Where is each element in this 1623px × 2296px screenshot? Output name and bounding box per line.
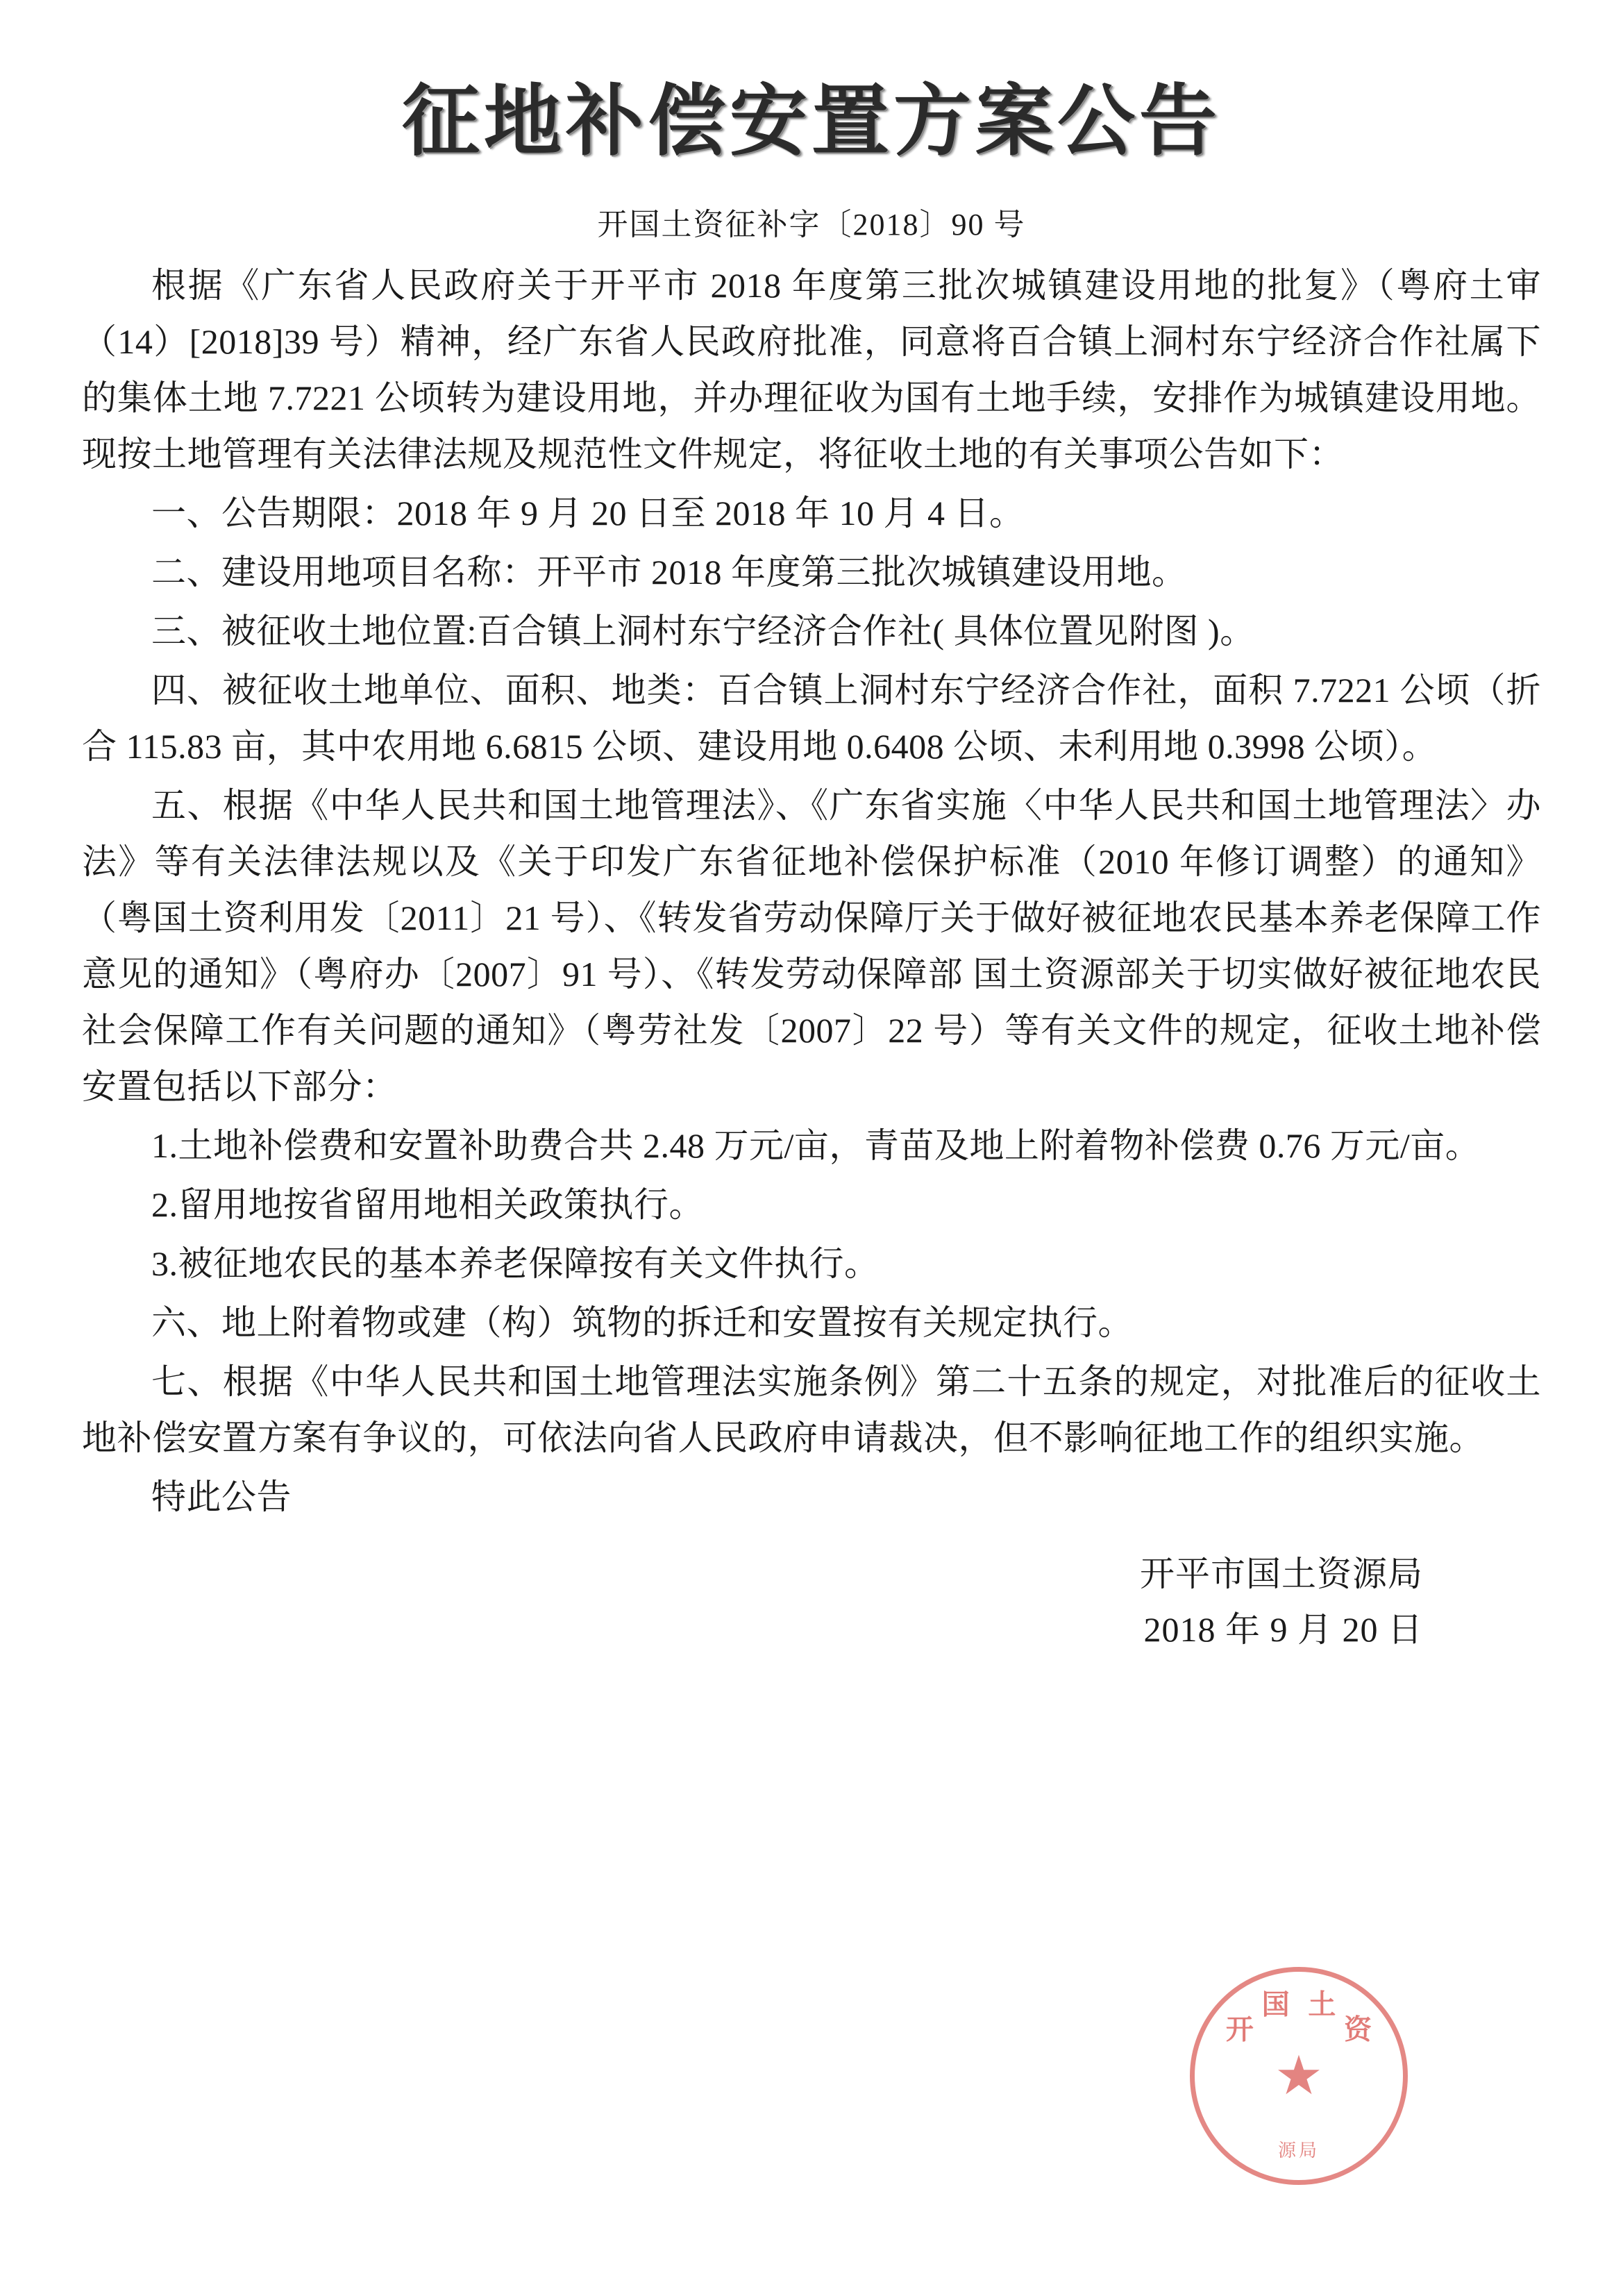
official-seal-icon xyxy=(1190,1967,1408,2185)
issue-date: 2018 年 9 月 20 日 xyxy=(1143,1610,1423,1650)
paragraph-item-3: 三、被征收土地位置:百合镇上洞村东宁经济合作社( 具体位置见附图 )。 xyxy=(151,612,1255,651)
seal-ring-text xyxy=(1195,1972,1403,2180)
document-body xyxy=(82,258,1541,1525)
signature-block xyxy=(82,1546,1541,1657)
page-title: 征地补偿安置方案公告 xyxy=(402,79,1221,165)
paragraph-item-7: 七、根据《中华人民共和国土地管理法实施条例》第二十五条的规定，对批准后的征收土地补偿安置方案有争议的，可依法向省人民政府申请裁决，但不影响征地工作的组织实施。 xyxy=(82,1362,1541,1458)
seal-bottom-text: 源局 xyxy=(1277,2140,1320,2161)
paragraph-sub-1: 1.土地补偿费和安置补助费合共 2.48 万元/亩，青苗及地上附着物补偿费 0.76 万元/亩。 xyxy=(151,1126,1481,1166)
paragraph-item-2: 二、建设用地项目名称：开平市 2018 年度第三批次城镇建设用地。 xyxy=(151,553,1187,592)
paragraph-item-1: 一、公告期限：2018 年 9 月 20 日至 2018 年 10 月 4 日。 xyxy=(151,494,1025,533)
issuing-authority: 开平市国土资源局 xyxy=(1140,1555,1423,1594)
seal-char-4: 资 xyxy=(1344,2013,1372,2045)
seal-char-2: 国 xyxy=(1261,1988,1290,2020)
seal-char-3: 土 xyxy=(1308,1988,1336,2020)
seal-star-icon: ★ xyxy=(1275,2045,1323,2106)
paragraph-sub-2: 2.留用地按省留用地相关政策执行。 xyxy=(151,1185,704,1225)
paragraph-closing: 特此公告 xyxy=(151,1477,292,1517)
paragraph-item-4: 四、被征收土地单位、面积、地类：百合镇上洞村东宁经济合作社，面积 7.7221 公顷（折合 115.83 亩，其中农用地 6.6815 公顷、建设用地 0.6408 公顷、未利用地 0.3998 公顷）。 xyxy=(82,671,1541,766)
paragraph-intro: 根据《广东省人民政府关于开平市 2018 年度第三批次城镇建设用地的批复》（粤府土审（14）[2018]39 号）精神，经广东省人民政府批准，同意将百合镇上洞村东宁经济合作社属下的集体土地 7.7221 公顷转为建设用地，并办理征收为国有土地手续，安排作为城镇建设用地。现按土地管理有关法律法规及规范性文件规定，将征收土地的有关事项公告如下： xyxy=(82,266,1541,474)
seal-char-1: 开 xyxy=(1225,2013,1254,2045)
document-number: 开国土资征补字〔2018〕90 号 xyxy=(597,208,1026,242)
paragraph-item-5: 五、根据《中华人民共和国土地管理法》、《广东省实施〈中华人民共和国土地管理法〉办法》等有关法律法规以及《关于印发广东省征地补偿保护标准（2010 年修订调整）的通知》（粤国土资利用发〔2011〕21 号）、《转发省劳动保障厅关于做好被征地农民基本养老保障工作意见的通知》（粤府办〔2007〕91 号）、《转发劳动保障部 国土资源部关于切实做好被征地农民社会保障工作有关问题的通知》（粤劳社发〔2007〕22 号）等有关文件的规定，征收土地补偿安置包括以下部分： xyxy=(82,786,1541,1107)
paragraph-item-6: 六、地上附着物或建（构）筑物的拆迁和安置按有关规定执行。 xyxy=(151,1303,1133,1343)
paragraph-sub-3: 3.被征地农民的基本养老保障按有关文件执行。 xyxy=(151,1244,880,1284)
